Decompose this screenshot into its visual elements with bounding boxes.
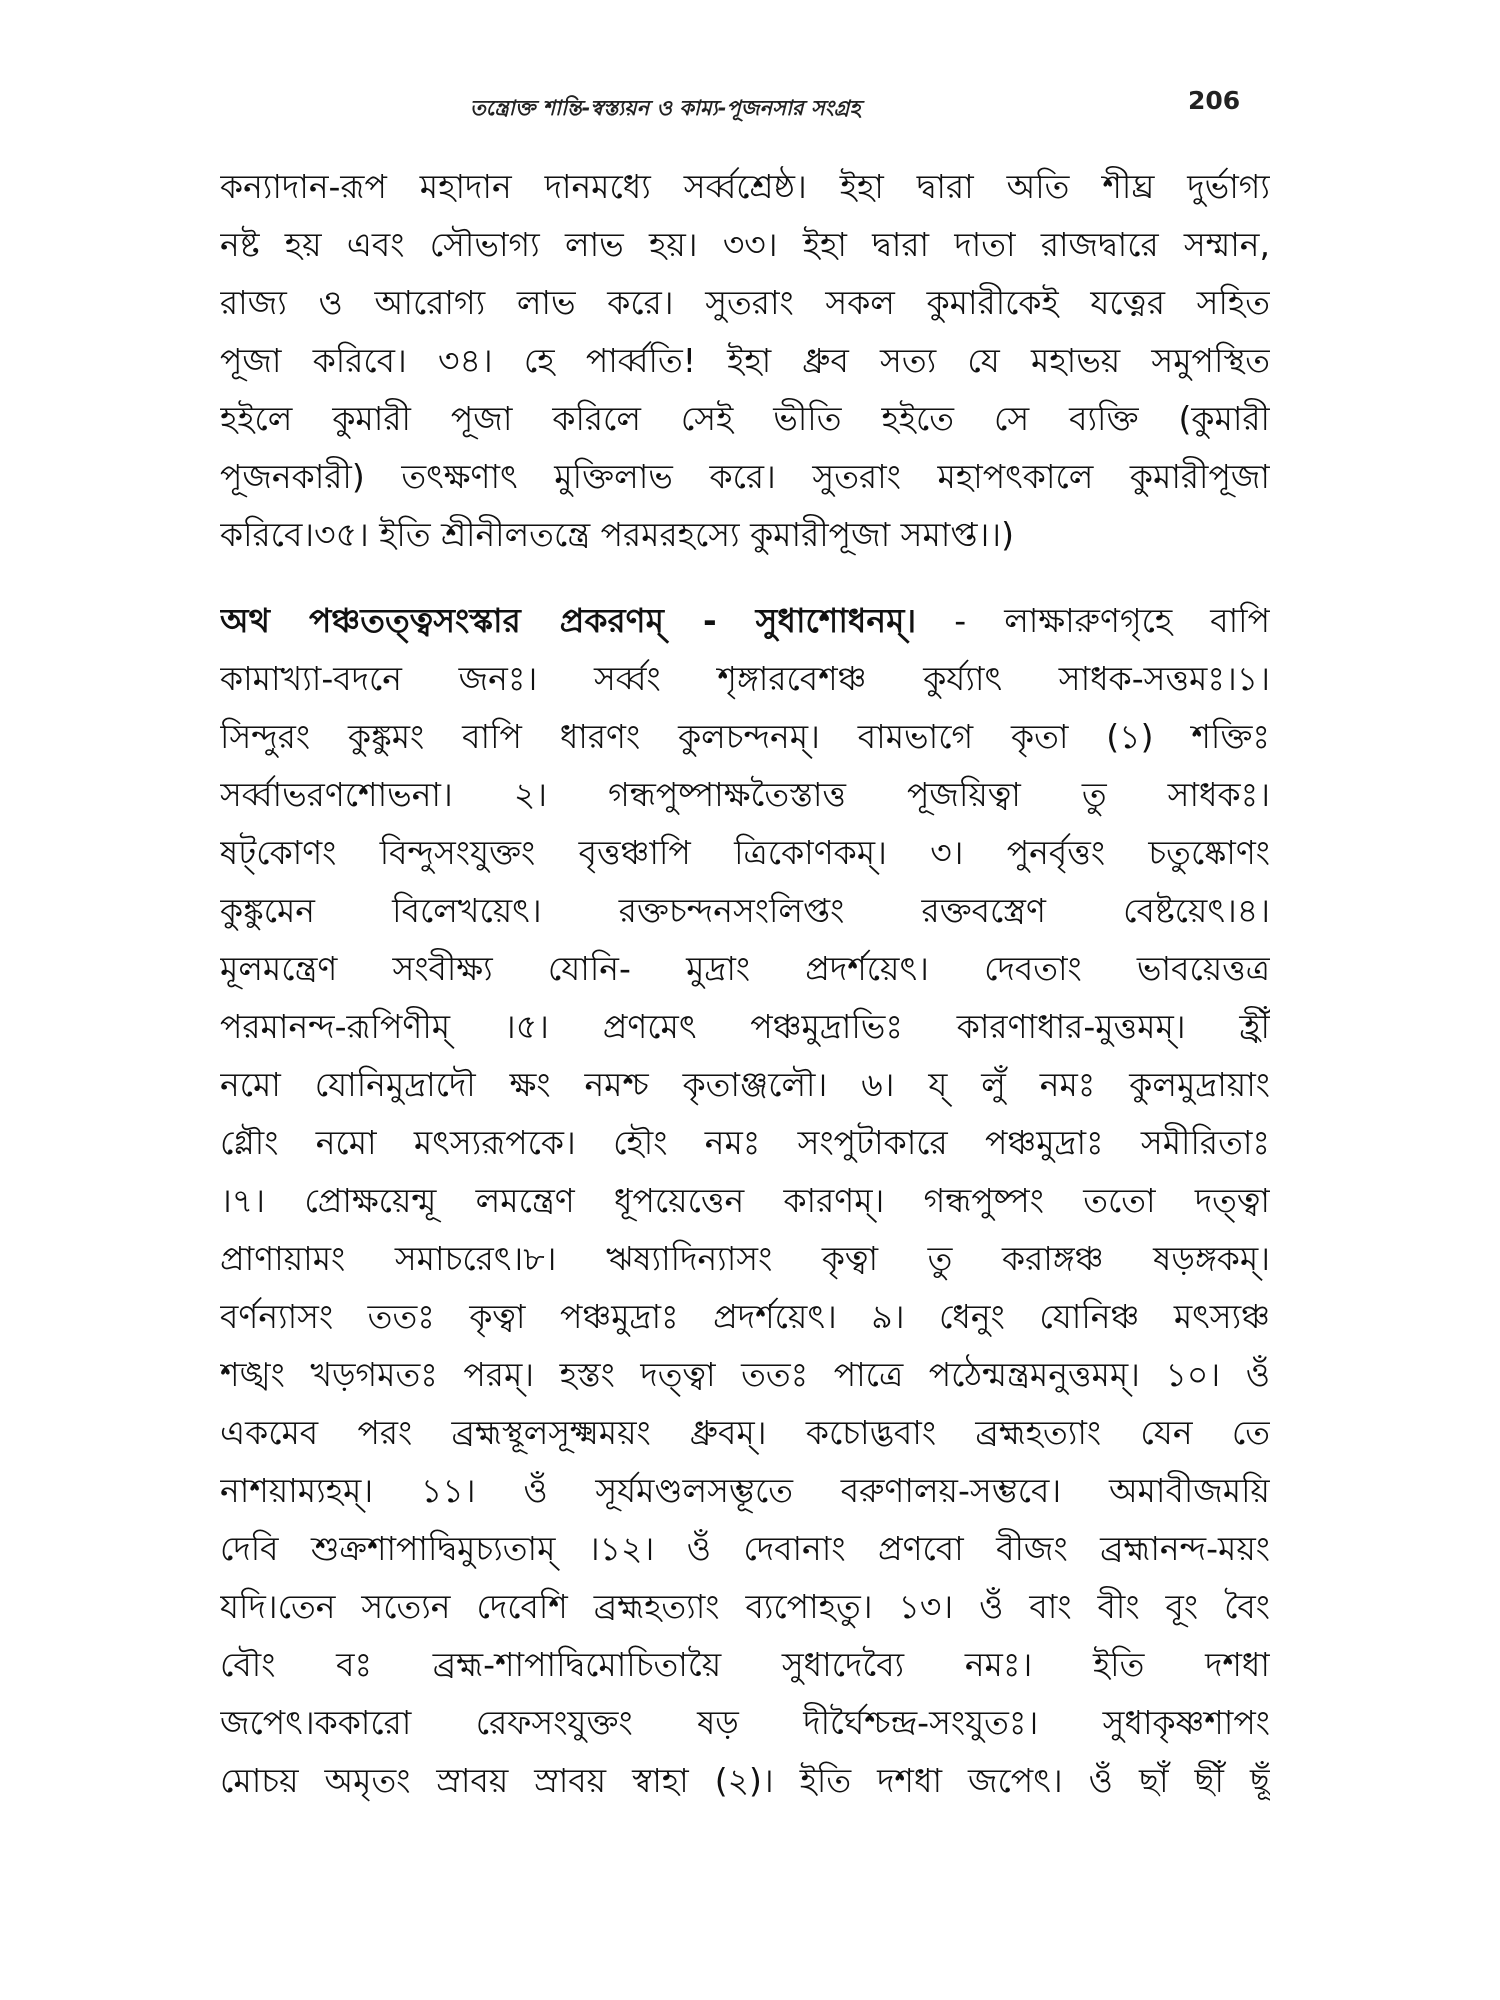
text-line: কন্যাদান-রূপ মহাদান দানমধ্যে সর্ব্বশ্রেষ্ঠ। ইহা দ্বারা অতি শীঘ্র দুর্ভাগ্য (220, 167, 1270, 206)
running-head-title: তন্ত্রোক্ত শান্তি-স্বস্ত্যয়ন ও কাম্য-পূজনসার সংগ্রহ (470, 96, 861, 120)
text-line: মোচয় অমৃতং স্রাবয় স্রাবয় স্বাহা (২)। ইতি দশধা জপেৎ। ওঁ ছাঁ ছীঁ ছূঁ (220, 1761, 1270, 1800)
paragraph-sudha-shodhanam (220, 592, 1270, 1810)
text-line: রাজ্য ও আরোগ্য লাভ করে। সুতরাং সকল কুমারীকেই যত্নের সহিত (220, 283, 1270, 322)
heading-line-rest: - লাক্ষারুণগৃহে বাপি (916, 601, 1270, 640)
text-line: একমেব পরং ব্রহ্মস্থূলসূক্ষ্মময়ং ধ্রুবম্। কচোদ্ভবাং ব্রহ্মহত্যাং যেন তে (220, 1413, 1270, 1452)
text-line: যদি।তেন সত্যেন দেবেশি ব্রহ্মহত্যাং ব্যপোহতু। ১৩। ওঁ বাং বীং বূং বৈং (220, 1587, 1270, 1626)
section-heading: অথ পঞ্চতত্ত্বসংস্কার প্রকরণম্ - সুধাশোধনম্। (220, 601, 917, 640)
text-line: পূজা করিবে। ৩৪। হে পার্ব্বতি! ইহা ধ্রুব সত্য যে মহাভয় সমুপস্থিত (220, 341, 1270, 380)
text-line: শঙ্খং খড়গমতঃ পরম্। হস্তং দত্ত্বা ততঃ পাত্রে পঠেন্মন্ত্রমনুত্তমম্। ১০। ওঁ (220, 1355, 1270, 1394)
page-number: 206 (1188, 86, 1241, 115)
text-line: ।৭। প্রোক্ষয়েন্মূ লমন্ত্রেণ ধূপয়েত্তেন কারণম্। গন্ধপুষ্পং ততো দত্ত্বা (220, 1181, 1270, 1220)
body-text (220, 158, 1270, 1810)
paragraph-kumari-puja (220, 158, 1270, 564)
text-line: নমো যোনিমুদ্রাদৌ ক্ষং নমশ্চ কৃতাঞ্জলৌ। ৬। য্ লুঁ নমঃ কুলমুদ্রায়াং (220, 1065, 1270, 1104)
text-line: সিন্দুরং কুঙ্কুমং বাপি ধারণং কুলচন্দনম্। বামভাগে কৃতা (১) শক্তিঃ (220, 717, 1270, 756)
text-line: হইলে কুমারী পূজা করিলে সেই ভীতি হইতে সে ব্যক্তি (কুমারী (220, 399, 1270, 438)
text-line: সর্ব্বাভরণশোভনা। ২। গন্ধপুষ্পাক্ষতৈস্তাত্ত পূজয়িত্বা তু সাধকঃ। (220, 775, 1270, 814)
text-line: দেবি শুক্রশাপাদ্বিমুচ্যতাম্ ।১২। ওঁ দেবানাং প্রণবো বীজং ব্রহ্মানন্দ-ময়ং (220, 1529, 1270, 1568)
text-line: জপেৎ।ককারো রেফসংযুক্তং ষড় দীর্ঘৈশ্চন্দ্র-সংযুতঃ। সুধাকৃষ্ণশাপং (220, 1703, 1270, 1742)
text-line: মূলমন্ত্রেণ সংবীক্ষ্য যোনি- মুদ্রাং প্রদর্শয়েৎ। দেবতাং ভাবয়েত্তত্র (220, 949, 1270, 988)
text-line: নাশয়াম্যহম্। ১১। ওঁ সূর্যমণ্ডলসম্ভূতে বরুণালয়-সম্ভবে। অমাবীজময়ি (220, 1471, 1270, 1510)
text-line: নষ্ট হয় এবং সৌভাগ্য লাভ হয়। ৩৩। ইহা দ্বারা দাতা রাজদ্বারে সম্মান, (220, 225, 1270, 264)
text-line: করিবে।৩৫। ইতি শ্রীনীলতন্ত্রে পরমরহস্যে কুমারীপূজা সমাপ্ত।।) (220, 515, 1014, 554)
text-line: বৌং বঃ ব্রহ্ম-শাপাদ্বিমোচিতায়ৈ সুধাদেব্যৈ নমঃ। ইতি দশধা (220, 1645, 1270, 1684)
text-line: কুঙ্কুমেন বিলেখয়েৎ। রক্তচন্দনসংলিপ্তং রক্তবস্ত্রেণ বেষ্টয়েৎ।৪। (220, 891, 1270, 930)
text-line: পূজনকারী) তৎক্ষণাৎ মুক্তিলাভ করে। সুতরাং মহাপৎকালে কুমারীপূজা (220, 457, 1270, 496)
text-line: বর্ণন্যাসং ততঃ কৃত্বা পঞ্চমুদ্রাঃ প্রদর্শয়েৎ। ৯। ধেনুং যোনিঞ্চ মৎস্যঞ্চ (220, 1297, 1270, 1336)
text-line: গ্লৌং নমো মৎস্যরূপকে। হৌং নমঃ সংপুটাকারে পঞ্চমুদ্রাঃ সমীরিতাঃ (220, 1123, 1270, 1162)
paragraph-gap (220, 564, 1270, 592)
text-line: প্রাণায়ামং সমাচরেৎ।৮। ঋষ্যাদিন্যাসং কৃত্বা তু করাঙ্গঞ্চ ষড়ঙ্গকম্। (220, 1239, 1270, 1278)
text-line (220, 592, 1270, 650)
text-line: পরমানন্দ-রূপিণীম্ ।৫। প্রণমেৎ পঞ্চমুদ্রাভিঃ কারণাধার-মুত্তমম্। হ্রীঁ (220, 1007, 1270, 1046)
text-line: কামাখ্যা-বদনে জনঃ। সর্ব্বং শৃঙ্গারবেশঞ্চ কুর্য্যাৎ সাধক-সত্তমঃ।১। (220, 659, 1270, 698)
text-line: ষট্‌কোণং বিন্দুসংযুক্তং বৃত্তঞ্চাপি ত্রিকোণকম্। ৩। পুনর্বৃত্তং চতুষ্কোণং (220, 833, 1270, 872)
